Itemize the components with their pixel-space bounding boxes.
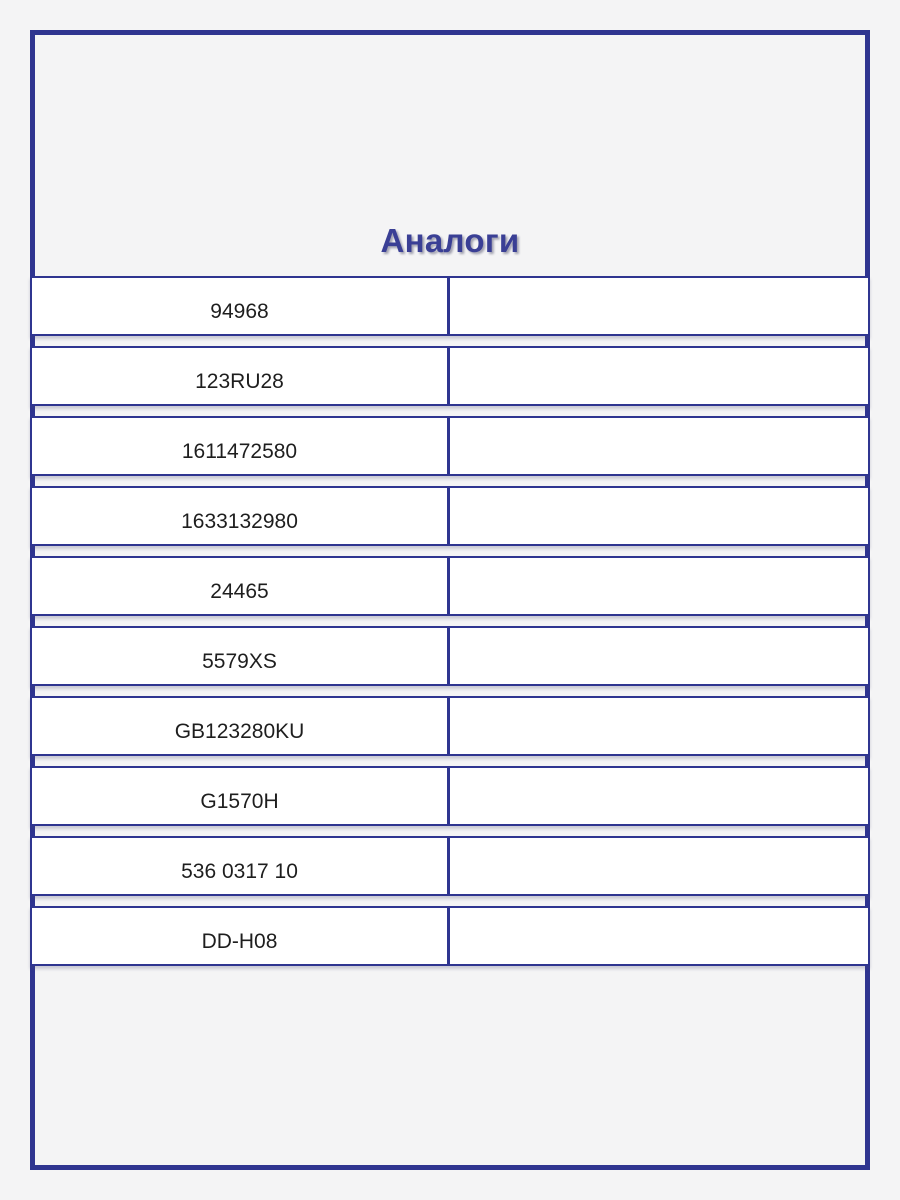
table-row bbox=[30, 346, 870, 406]
page-title: Аналоги bbox=[380, 222, 520, 259]
analog-value-cell bbox=[450, 558, 868, 614]
analog-code-cell: 24465 bbox=[32, 558, 450, 614]
table-row bbox=[30, 906, 870, 966]
analog-code-cell: G1570H bbox=[32, 768, 450, 824]
analog-code-cell: 94968 bbox=[32, 278, 450, 334]
table-row bbox=[30, 556, 870, 616]
table-row bbox=[30, 696, 870, 756]
analog-value-cell bbox=[450, 838, 868, 894]
analog-value-cell bbox=[450, 698, 868, 754]
table-row bbox=[30, 486, 870, 546]
analog-code-cell: 1611472580 bbox=[32, 418, 450, 474]
table-row bbox=[30, 276, 870, 336]
analog-value-cell bbox=[450, 418, 868, 474]
analog-value-cell bbox=[450, 278, 868, 334]
analog-code-cell: GB123280KU bbox=[32, 698, 450, 754]
analog-code-cell: 5579XS bbox=[32, 628, 450, 684]
analog-code-cell: 1633132980 bbox=[32, 488, 450, 544]
table-row bbox=[30, 766, 870, 826]
table-row bbox=[30, 836, 870, 896]
table-row bbox=[30, 626, 870, 686]
analog-value-cell bbox=[450, 908, 868, 964]
analog-value-cell bbox=[450, 488, 868, 544]
analog-code-cell: DD-H08 bbox=[32, 908, 450, 964]
analog-value-cell bbox=[450, 348, 868, 404]
analog-value-cell bbox=[450, 768, 868, 824]
analog-code-cell: 536 0317 10 bbox=[32, 838, 450, 894]
analog-code-cell: 123RU28 bbox=[32, 348, 450, 404]
analog-value-cell bbox=[450, 628, 868, 684]
table-row bbox=[30, 416, 870, 476]
